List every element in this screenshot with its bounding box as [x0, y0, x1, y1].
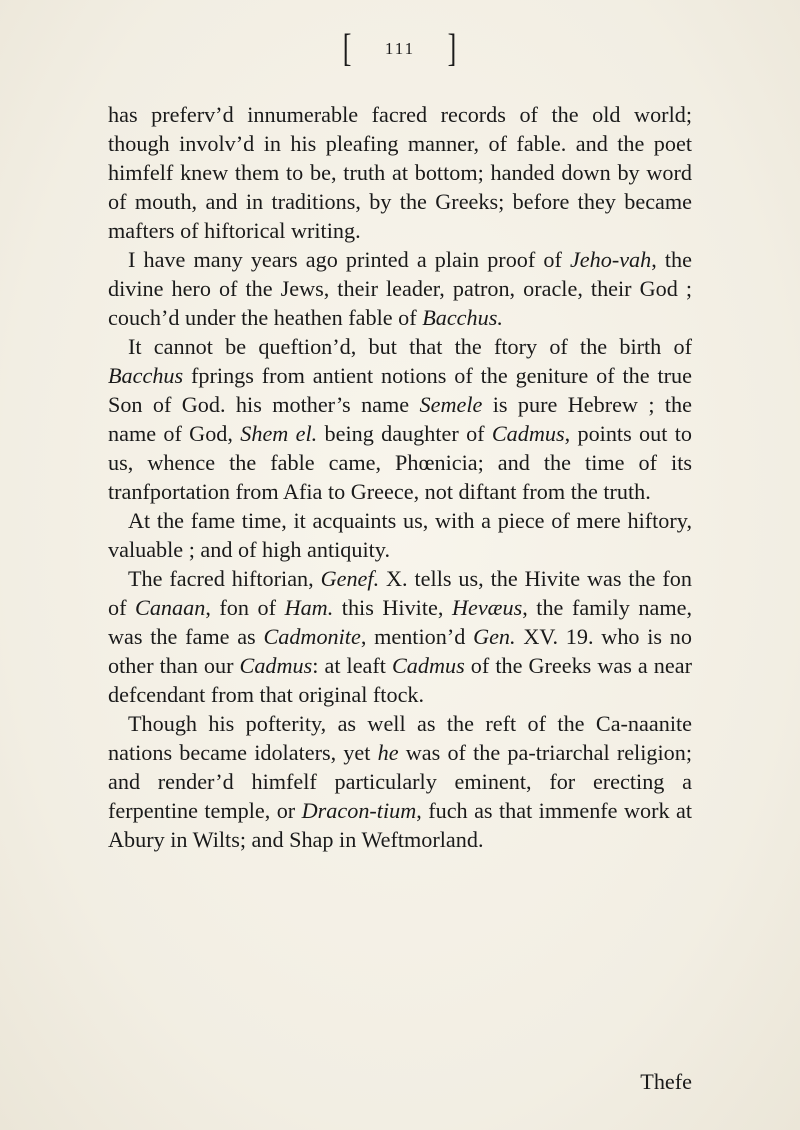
italic-text: Cadmonite: [263, 624, 361, 649]
italic-text: he: [377, 740, 399, 765]
italic-text: Gen.: [473, 624, 516, 649]
text-run: , points out to us, whence the fable came, Phœnicia; and the time of its tranfportation from Afia to Greece, not diftant from the truth.: [108, 421, 692, 504]
text-run: The facred hiftorian,: [128, 566, 321, 591]
text-run: X. tells us, the Hivite was the fon of: [108, 566, 692, 620]
catchword: Thefe: [640, 1069, 692, 1094]
text-run: It cannot be queftion’d, but that the ftory of the birth of: [128, 334, 692, 359]
italic-text: Semele: [419, 392, 483, 417]
italic-text: Cadmus: [392, 653, 465, 678]
paragraph: [108, 245, 692, 332]
italic-text: Cadmus: [239, 653, 313, 678]
italic-text: Hevæus: [451, 595, 523, 620]
paragraph: [108, 709, 692, 854]
italic-text: Jeho-vah: [569, 247, 652, 272]
paragraph: [108, 332, 692, 506]
header-left-bracket: [: [342, 26, 353, 70]
text-run: , fuch as that immenfe work at Abury in Wilts; and Shap in Weftmorland.: [108, 798, 692, 852]
italic-text: Ham.: [284, 595, 334, 620]
text-run: At the fame time, it acquaints us, with a piece of mere hiftory, valuable ; and of high antiquity.: [108, 508, 692, 562]
text-run: Though his pofterity, as well as the reft of the Ca-naanite nations became idolaters, yet: [108, 711, 692, 765]
text-run: fprings from antient notions of the geniture of the true Son of God. his mother’s name: [108, 363, 692, 417]
italic-text: Genef.: [320, 566, 380, 591]
text-run: , mention’d: [360, 624, 474, 649]
italic-text: Dracon-tium: [301, 798, 417, 823]
italic-text: Canaan: [135, 595, 206, 620]
paragraph: [108, 100, 692, 245]
text-run: this Hivite,: [333, 595, 452, 620]
text-run: of the Greeks was a near defcendant from that original ftock.: [108, 653, 692, 707]
paragraph: [108, 564, 692, 709]
text-run: is pure Hebrew ; the name of God,: [108, 392, 693, 446]
text-run: , the family name, was the fame as: [108, 595, 693, 649]
text-run: , fon of: [205, 595, 285, 620]
italic-text: Shem el.: [240, 421, 318, 446]
text-run: was of the pa-triarchal religion; and render’d himfelf particularly eminent, for erecting a ferpentine temple, or: [108, 740, 692, 823]
text-run: : at leaft: [312, 653, 392, 678]
page-header: [0, 26, 800, 70]
italic-text: Bacchus: [108, 363, 184, 388]
text-run: , the divine hero of the Jews, their leader, patron, oracle, their God ; couch’d under the heathen fable of: [108, 247, 692, 330]
text-run: being daughter of: [317, 421, 492, 446]
italic-text: Bacchus.: [422, 305, 503, 330]
paragraph: [108, 506, 692, 564]
italic-text: Cadmus: [491, 421, 565, 446]
text-run: I have many years ago printed a plain proof of: [128, 247, 570, 272]
text-run: XV. 19. who is no other than our: [108, 624, 692, 678]
page-number: 111: [384, 39, 416, 58]
text-run: has preferv’d innumerable facred records of the old world; though involv’d in his pleafing manner, of fable. and the poet himfelf knew them to be, truth at bottom; handed down by word of mouth, and in traditions, by the Greeks; before they became mafters of hiftorical writing.: [108, 102, 692, 243]
body-text: [108, 100, 692, 854]
header-right-bracket: ]: [447, 26, 458, 70]
